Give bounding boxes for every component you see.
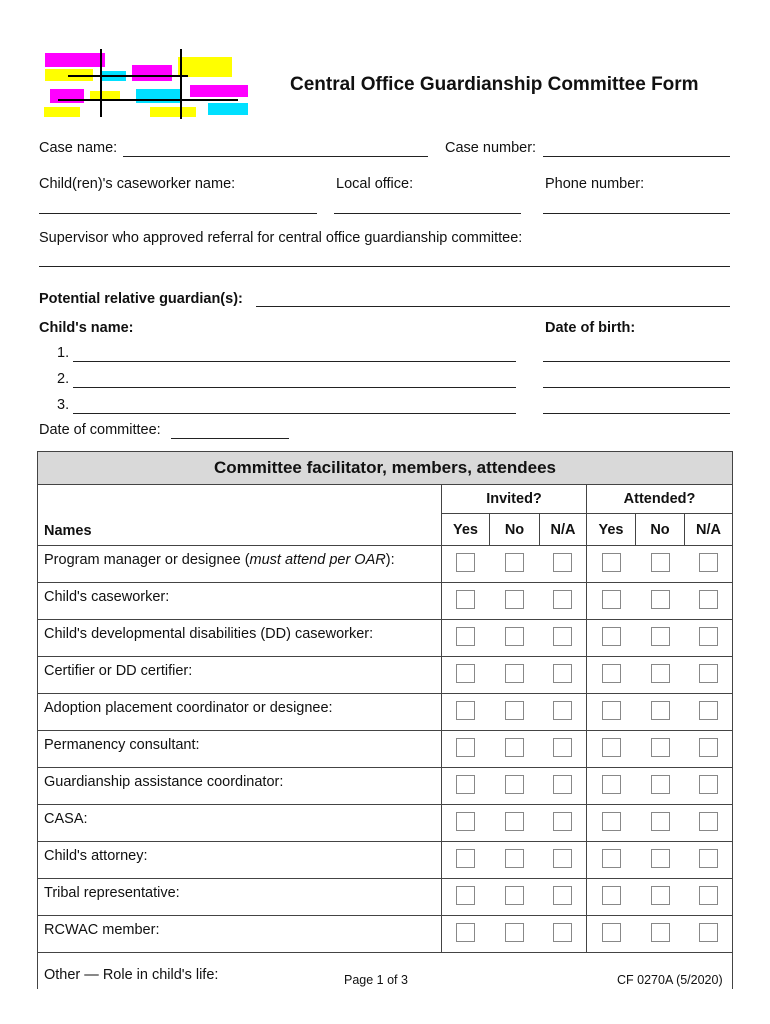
attendee-role-label	[38, 768, 442, 805]
potential-guardian-label: Potential relative guardian(s):	[39, 291, 243, 307]
checkbox-cell	[587, 842, 636, 879]
form-id: CF 0270A (5/2020)	[617, 973, 723, 987]
names-header	[38, 485, 442, 546]
invited-no-checkbox[interactable]	[505, 812, 524, 831]
checkbox-cell	[636, 694, 685, 731]
table-row	[38, 546, 733, 583]
checkbox-cell	[685, 916, 733, 953]
checkbox-cell	[442, 731, 490, 768]
checkbox-cell	[490, 546, 540, 583]
local-office-field[interactable]	[334, 213, 521, 214]
page-number: Page 1 of 3	[344, 973, 408, 987]
attendee-role-text: Child's developmental disabilities (DD) caseworker:	[44, 626, 374, 642]
attended-no-header: No	[636, 514, 685, 546]
attended-no-checkbox[interactable]	[651, 849, 670, 868]
attended-yes-checkbox[interactable]	[602, 553, 621, 572]
invited-na-checkbox[interactable]	[553, 627, 572, 646]
checkbox-cell	[685, 768, 733, 805]
attended-na-checkbox[interactable]	[699, 738, 718, 757]
attended-na-header: N/A	[685, 514, 733, 546]
checkbox-cell	[587, 768, 636, 805]
table-row	[38, 694, 733, 731]
invited-no-header: No	[490, 514, 540, 546]
invited-yes-checkbox[interactable]	[456, 701, 475, 720]
attendee-role-label	[38, 583, 442, 620]
checkbox-cell	[587, 805, 636, 842]
checkbox-cell	[685, 731, 733, 768]
invited-no-checkbox[interactable]	[505, 886, 524, 905]
invited-yes-checkbox[interactable]	[456, 812, 475, 831]
attended-no-checkbox[interactable]	[651, 738, 670, 757]
attended-yes-checkbox[interactable]	[602, 627, 621, 646]
checkbox-cell	[442, 583, 490, 620]
table-row	[38, 768, 733, 805]
invited-header: Invited?	[442, 485, 587, 514]
attended-yes-header: Yes	[587, 514, 636, 546]
checkbox-cell	[636, 768, 685, 805]
attended-yes-checkbox[interactable]	[602, 812, 621, 831]
attended-na-checkbox[interactable]	[699, 701, 718, 720]
checkbox-cell	[540, 842, 587, 879]
attended-yes-checkbox[interactable]	[602, 701, 621, 720]
invited-yes-checkbox[interactable]	[456, 590, 475, 609]
invited-na-checkbox[interactable]	[553, 553, 572, 572]
attended-yes-checkbox[interactable]	[602, 923, 621, 942]
checkbox-cell	[442, 916, 490, 953]
attended-na-checkbox[interactable]	[699, 886, 718, 905]
checkbox-cell	[540, 916, 587, 953]
local-office-label: Local office:	[336, 176, 414, 192]
child-dob-field-3[interactable]	[543, 413, 730, 414]
invited-yes-checkbox[interactable]	[456, 849, 475, 868]
checkbox-cell	[636, 731, 685, 768]
checkbox-cell	[587, 546, 636, 583]
date-of-birth-label: Date of birth:	[545, 320, 636, 336]
table-row	[38, 805, 733, 842]
checkbox-cell	[490, 620, 540, 657]
attended-na-checkbox[interactable]	[699, 590, 718, 609]
attendee-role-note: must attend per OAR	[249, 552, 386, 568]
checkbox-cell	[685, 583, 733, 620]
attended-yes-checkbox[interactable]	[602, 849, 621, 868]
invited-na-checkbox[interactable]	[553, 775, 572, 794]
invited-no-checkbox[interactable]	[505, 738, 524, 757]
invited-na-header: N/A	[540, 514, 587, 546]
attended-yes-checkbox[interactable]	[602, 590, 621, 609]
checkbox-cell	[636, 805, 685, 842]
invited-yes-checkbox[interactable]	[456, 627, 475, 646]
checkbox-cell	[490, 731, 540, 768]
checkbox-cell	[685, 879, 733, 916]
child-number-1: 1.	[57, 345, 70, 361]
phone-number-label: Phone number:	[545, 176, 645, 192]
invited-no-checkbox[interactable]	[505, 627, 524, 646]
checkbox-cell	[442, 620, 490, 657]
invited-na-checkbox[interactable]	[553, 923, 572, 942]
attendee-role-text: Permanency consultant:	[44, 737, 200, 753]
checkbox-cell	[540, 768, 587, 805]
attended-na-checkbox[interactable]	[699, 775, 718, 794]
attendee-role-label	[38, 657, 442, 694]
attendee-role-text: Child's attorney:	[44, 848, 148, 864]
attended-no-checkbox[interactable]	[651, 775, 670, 794]
invited-na-checkbox[interactable]	[553, 738, 572, 757]
attendee-role-label	[38, 546, 442, 583]
attendee-role-text: CASA:	[44, 811, 88, 827]
attended-yes-checkbox[interactable]	[602, 775, 621, 794]
invited-no-checkbox[interactable]	[505, 923, 524, 942]
checkbox-cell	[490, 768, 540, 805]
potential-guardian-field[interactable]	[256, 306, 730, 307]
form-title: Central Office Guardianship Committee Form	[290, 74, 699, 95]
checkbox-cell	[540, 583, 587, 620]
attendee-role-label	[38, 620, 442, 657]
names-header-label: Names	[44, 523, 92, 539]
checkbox-cell	[587, 620, 636, 657]
child-dob-field-2[interactable]	[543, 387, 730, 388]
child-name-field-2[interactable]	[73, 387, 516, 388]
attendee-role-text: Program manager or designee (	[44, 552, 250, 568]
checkbox-cell	[442, 842, 490, 879]
invited-na-checkbox[interactable]	[553, 849, 572, 868]
invited-no-checkbox[interactable]	[505, 849, 524, 868]
table-row	[38, 731, 733, 768]
checkbox-cell	[490, 583, 540, 620]
phone-number-field[interactable]	[543, 213, 730, 214]
attended-na-checkbox[interactable]	[699, 923, 718, 942]
checkbox-cell	[685, 694, 733, 731]
checkbox-cell	[490, 916, 540, 953]
checkbox-cell	[587, 694, 636, 731]
checkbox-cell	[685, 620, 733, 657]
invited-no-checkbox[interactable]	[505, 553, 524, 572]
attendee-role-label	[38, 694, 442, 731]
child-number-2: 2.	[57, 371, 70, 387]
checkbox-cell	[636, 546, 685, 583]
attended-yes-checkbox[interactable]	[602, 664, 621, 683]
attendee-role-text: Adoption placement coordinator or designee:	[44, 700, 333, 716]
checkbox-cell	[442, 768, 490, 805]
checkbox-cell	[540, 731, 587, 768]
checkbox-cell	[540, 620, 587, 657]
checkbox-cell	[636, 879, 685, 916]
attended-yes-checkbox[interactable]	[602, 738, 621, 757]
committee-table	[37, 451, 733, 989]
checkbox-cell	[442, 657, 490, 694]
attended-header: Attended?	[587, 485, 733, 514]
case-number-field[interactable]	[543, 156, 730, 157]
invited-na-checkbox[interactable]	[553, 701, 572, 720]
checkbox-cell	[540, 694, 587, 731]
checkbox-cell	[587, 657, 636, 694]
table-row	[38, 583, 733, 620]
attended-yes-checkbox[interactable]	[602, 886, 621, 905]
invited-na-checkbox[interactable]	[553, 664, 572, 683]
checkbox-cell	[587, 583, 636, 620]
invited-yes-checkbox[interactable]	[456, 738, 475, 757]
attendee-role-text: Tribal representative:	[44, 885, 180, 901]
checkbox-cell	[587, 731, 636, 768]
date-of-committee-field[interactable]	[171, 438, 289, 439]
attended-no-checkbox[interactable]	[651, 886, 670, 905]
checkbox-cell	[685, 657, 733, 694]
table-row	[38, 879, 733, 916]
attended-na-checkbox[interactable]	[699, 812, 718, 831]
checkbox-cell	[540, 879, 587, 916]
checkbox-cell	[540, 805, 587, 842]
invited-no-checkbox[interactable]	[505, 664, 524, 683]
attendee-role-label	[38, 879, 442, 916]
invited-yes-checkbox[interactable]	[456, 553, 475, 572]
checkbox-cell	[490, 879, 540, 916]
checkbox-cell	[540, 657, 587, 694]
attended-no-checkbox[interactable]	[651, 590, 670, 609]
supervisor-field[interactable]	[39, 266, 730, 267]
date-of-committee-label: Date of committee:	[39, 422, 161, 438]
table-title: Committee facilitator, members, attendees	[38, 452, 733, 485]
attended-no-checkbox[interactable]	[651, 923, 670, 942]
checkbox-cell	[442, 694, 490, 731]
caseworker-name-label: Child(ren)'s caseworker name:	[39, 176, 236, 192]
attended-no-checkbox[interactable]	[651, 812, 670, 831]
checkbox-cell	[636, 657, 685, 694]
checkbox-cell	[685, 842, 733, 879]
attendee-role-label	[38, 731, 442, 768]
checkbox-cell	[442, 879, 490, 916]
child-name-field-1[interactable]	[73, 361, 516, 362]
checkbox-cell	[587, 879, 636, 916]
child-name-field-3[interactable]	[73, 413, 516, 414]
caseworker-name-field[interactable]	[39, 213, 317, 214]
attendee-role-suffix: ):	[385, 552, 395, 568]
checkbox-cell	[442, 546, 490, 583]
checkbox-cell	[540, 546, 587, 583]
agency-logo	[40, 45, 255, 123]
checkbox-cell	[442, 805, 490, 842]
checkbox-cell	[685, 805, 733, 842]
table-row	[38, 916, 733, 953]
invited-na-checkbox[interactable]	[553, 812, 572, 831]
checkbox-cell	[685, 546, 733, 583]
checkbox-cell	[636, 842, 685, 879]
invited-yes-checkbox[interactable]	[456, 923, 475, 942]
checkbox-cell	[490, 842, 540, 879]
invited-no-checkbox[interactable]	[505, 590, 524, 609]
checkbox-cell	[490, 694, 540, 731]
checkbox-cell	[636, 916, 685, 953]
invited-no-checkbox[interactable]	[505, 775, 524, 794]
table-row	[38, 620, 733, 657]
supervisor-label: Supervisor who approved referral for central office guardianship committee:	[39, 230, 523, 246]
childs-name-label: Child's name:	[39, 320, 134, 336]
checkbox-cell	[636, 583, 685, 620]
case-number-label: Case number:	[445, 140, 537, 156]
invited-yes-header: Yes	[442, 514, 490, 546]
table-row	[38, 657, 733, 694]
attendee-role-label	[38, 805, 442, 842]
checkbox-cell	[587, 916, 636, 953]
attended-na-checkbox[interactable]	[699, 664, 718, 683]
attended-no-checkbox[interactable]	[651, 553, 670, 572]
attendee-role-label	[38, 916, 442, 953]
other-row-label: Other — Role in child's life:	[44, 967, 219, 983]
attended-no-checkbox[interactable]	[651, 701, 670, 720]
attended-no-checkbox[interactable]	[651, 664, 670, 683]
attendee-role-text: RCWAC member:	[44, 922, 160, 938]
checkbox-cell	[490, 657, 540, 694]
case-name-label: Case name:	[39, 140, 118, 156]
attended-na-checkbox[interactable]	[699, 627, 718, 646]
attended-na-checkbox[interactable]	[699, 849, 718, 868]
invited-yes-checkbox[interactable]	[456, 886, 475, 905]
invited-yes-checkbox[interactable]	[456, 775, 475, 794]
child-number-3: 3.	[57, 397, 70, 413]
invited-na-checkbox[interactable]	[553, 886, 572, 905]
attendee-role-text: Child's caseworker:	[44, 589, 170, 605]
attended-no-checkbox[interactable]	[651, 627, 670, 646]
attendee-role-text: Guardianship assistance coordinator:	[44, 774, 284, 790]
attended-na-checkbox[interactable]	[699, 553, 718, 572]
checkbox-cell	[636, 620, 685, 657]
attendee-role-label	[38, 842, 442, 879]
invited-yes-checkbox[interactable]	[456, 664, 475, 683]
case-name-field[interactable]	[123, 156, 428, 157]
invited-na-checkbox[interactable]	[553, 590, 572, 609]
table-row	[38, 842, 733, 879]
checkbox-cell	[490, 805, 540, 842]
child-dob-field-1[interactable]	[543, 361, 730, 362]
invited-no-checkbox[interactable]	[505, 701, 524, 720]
attendee-role-text: Certifier or DD certifier:	[44, 663, 193, 679]
